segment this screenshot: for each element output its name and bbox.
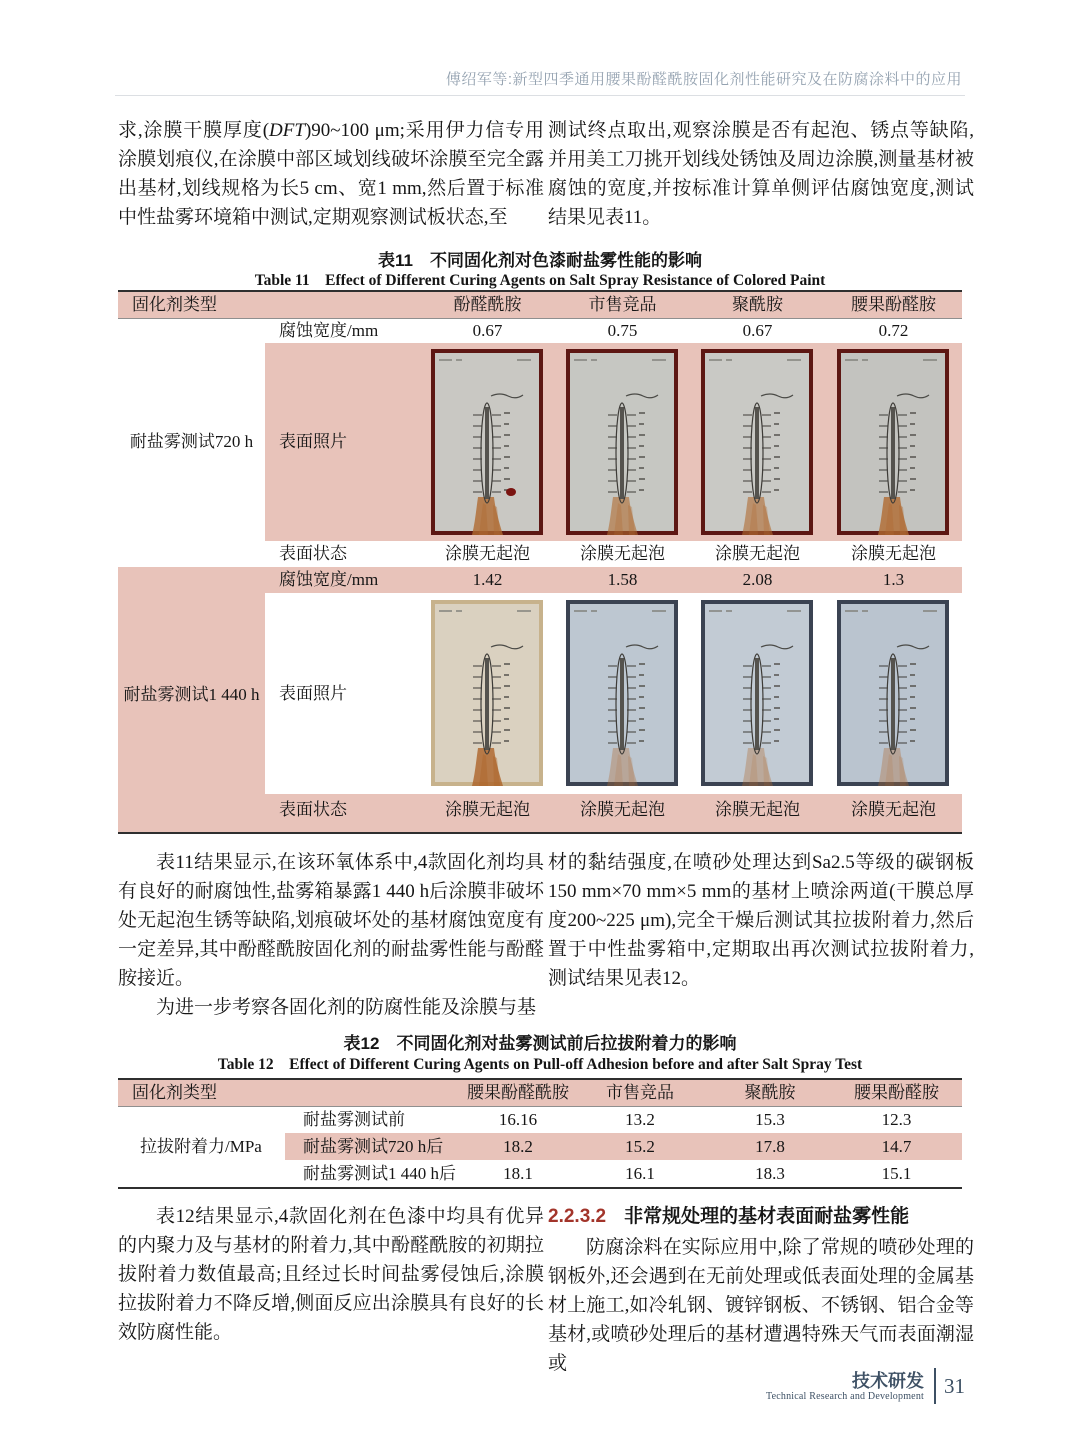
table-cell: 涂膜无起泡 [445, 544, 530, 563]
table11-photo-label: 表面照片 [279, 684, 347, 703]
section-title: 非常规处理的基材表面耐盐雾性能 [624, 1206, 910, 1227]
text-run: )90~100 μm;采用伊力信专用涂膜划痕仪,在涂膜中部区域划线破坏涂膜至完全露出基材,划线规格为长5 cm、宽1 mm,然后置于标准中性盐雾环境箱中测试,定期观察测试板状态,至 [118, 120, 544, 228]
table-cell: 16.16 [498, 1110, 538, 1129]
salt-spray-photo-720h-1 [431, 349, 543, 535]
table-cell: 2.08 [742, 570, 773, 589]
footer-divider [934, 1368, 936, 1404]
table11-col-header: 酚醛酰胺 [453, 295, 522, 314]
table12-title-cn: 表12 不同固化剂对盐雾测试前后拉拔附着力的影响 [343, 1034, 737, 1053]
text-run: 求,涂膜干膜厚度( [118, 120, 270, 141]
table-cell: 18.2 [503, 1137, 533, 1156]
table11-title-en: Table 11 Effect of Different Curing Agents on Salt Spray Resistance of Colored Paint [254, 272, 826, 289]
table-cell: 涂膜无起泡 [851, 800, 936, 819]
page-footer [766, 1368, 965, 1404]
table-cell: 涂膜无起泡 [580, 544, 665, 563]
paragraph-top-right: 测试终点取出,观察涂膜是否有起泡、锈点等缺陷,并用美工刀挑开划线处锈蚀及周边涂膜,测量基材被腐蚀的宽度,并按标准计算单侧评估腐蚀宽度,测试结果见表11。 [548, 120, 974, 228]
table-cell: 1.3 [882, 570, 905, 589]
header-divider [115, 95, 965, 96]
table-cell: 0.75 [607, 321, 638, 340]
table-cell: 0.72 [878, 321, 909, 340]
salt-spray-photo-1440h-4 [837, 600, 949, 786]
table12-row-label: 耐盐雾测试720 h后 [303, 1137, 444, 1156]
table-cell: 0.67 [742, 321, 773, 340]
table11-row-group-label: 耐盐雾测试720 h [129, 432, 254, 451]
table-cell: 18.1 [503, 1164, 533, 1183]
table-cell: 18.3 [755, 1164, 785, 1183]
table12-col-header: 聚酰胺 [744, 1083, 796, 1102]
salt-spray-photo-1440h-1 [431, 600, 543, 786]
table-cell: 涂膜无起泡 [580, 800, 665, 819]
footer-label-en: Technical Research and Development [766, 1390, 924, 1402]
table12-col-header: 腰果酚醛胺 [854, 1083, 939, 1102]
table-cell: 0.67 [472, 321, 503, 340]
table-12 [118, 1078, 962, 1189]
table-cell: 17.8 [755, 1137, 785, 1156]
table-cell: 16.1 [625, 1164, 655, 1183]
table11-row-label: 腐蚀宽度/mm [279, 570, 379, 589]
table12-row-label: 耐盐雾测试前 [303, 1110, 405, 1129]
table11-row-label: 表面状态 [279, 800, 347, 819]
section-number: 2.2.3.2 [548, 1206, 607, 1227]
table-cell: 13.2 [625, 1110, 655, 1129]
footer-labels [766, 1371, 924, 1402]
table11-col-header: 市售竞品 [588, 295, 657, 314]
salt-spray-photo-720h-4 [837, 349, 949, 535]
table-11 [118, 290, 962, 834]
paragraph-bottom-right: 2.2.3.2 非常规处理的基材表面耐盐雾性能 防腐涂料在实际应用中,除了常规的喷砂处理的钢板外,还会遇到在无前处理或低表面处理的金属基材上施工,如冷轧钢、镀锌钢板、不锈钢、铝合金等基材,或喷砂处理后的基材遭遇特殊天气而表面潮湿或 [548, 1202, 974, 1378]
table11-col-header: 腰果酚醛胺 [851, 295, 936, 314]
table-cell: 15.1 [881, 1164, 912, 1183]
table-cell: 15.3 [755, 1110, 785, 1129]
section-heading [548, 1202, 974, 1231]
table-cell: 1.42 [472, 570, 503, 589]
salt-spray-photo-720h-3 [701, 349, 813, 535]
table12-group-label: 拉拔附着力/MPa [140, 1137, 262, 1156]
running-title: 傅绍军等:新型四季通用腰果酚醛酰胺固化剂性能研究及在防腐涂料中的应用 [445, 71, 962, 88]
italic-term: DFT [269, 120, 305, 141]
table12-row-label: 耐盐雾测试1 440 h后 [303, 1164, 456, 1183]
table11-row-label: 表面状态 [279, 544, 347, 563]
footer-label-cn: 技术研发 [852, 1370, 924, 1391]
paragraph-mid-right: 材的黏结强度,在喷砂处理达到Sa2.5等级的碳钢板150 mm×70 mm×5 mm的基材上喷涂两道(干膜总厚度200~225 μm),完全干燥后测试其拉拔附着力,然后置于中性盐雾箱中,定期取出再次测试拉拔附着力,测试结果见表12。 [548, 852, 974, 989]
paragraph-top-left [118, 116, 544, 232]
table11-row-label: 腐蚀宽度/mm [279, 321, 379, 340]
paragraph-mid-left: 表11结果显示,在该环氧体系中,4款固化剂均具有良好的耐腐蚀性,盐雾箱暴露1 440 h后涂膜非破坏处无起泡生锈等缺陷,划痕破坏处的基材腐蚀宽度有一定差异,其中酚醛酰胺固化剂的耐盐雾性能与酚醛胺接近。 为进一步考察各固化剂的防腐性能及涂膜与基 [118, 852, 544, 1018]
table11-row-group-label: 耐盐雾测试1 440 h [123, 685, 260, 704]
table-cell: 15.2 [625, 1137, 655, 1156]
salt-spray-photo-1440h-3 [701, 600, 813, 786]
table-cell: 涂膜无起泡 [715, 544, 800, 563]
table11-col-header: 聚酰胺 [732, 295, 783, 314]
table-cell: 涂膜无起泡 [445, 800, 530, 819]
table-cell: 1.58 [607, 570, 638, 589]
table-cell: 14.7 [881, 1137, 912, 1156]
table-cell: 涂膜无起泡 [715, 800, 800, 819]
salt-spray-photo-1440h-2 [566, 600, 678, 786]
table11-header-label: 固化剂类型 [132, 295, 217, 314]
table12-col-header: 腰果酚醛酰胺 [467, 1083, 569, 1102]
salt-spray-photo-720h-2 [566, 349, 678, 535]
table-cell: 涂膜无起泡 [851, 544, 936, 563]
table12-header-label: 固化剂类型 [132, 1083, 217, 1102]
page-number: 31 [944, 1373, 965, 1398]
table11-title-cn: 表11 不同固化剂对色漆耐盐雾性能的影响 [378, 251, 702, 270]
table12-col-header: 市售竞品 [606, 1083, 674, 1102]
table12-title-en: Table 12 Effect of Different Curing Agents on Pull-off Adhesion before and after Salt Spray Test [217, 1056, 863, 1073]
paragraph-bottom-left: 表12结果显示,4款固化剂在色漆中均具有优异的内聚力及与基材的附着力,其中酚醛酰胺的初期拉拔附着力数值最高;且经过长时间盐雾侵蚀后,涂膜拉拔附着力不降反增,侧面反应出涂膜具有良好的长效防腐性能。 [118, 1206, 544, 1343]
table-cell: 12.3 [881, 1110, 912, 1129]
table11-photo-label: 表面照片 [279, 432, 347, 451]
